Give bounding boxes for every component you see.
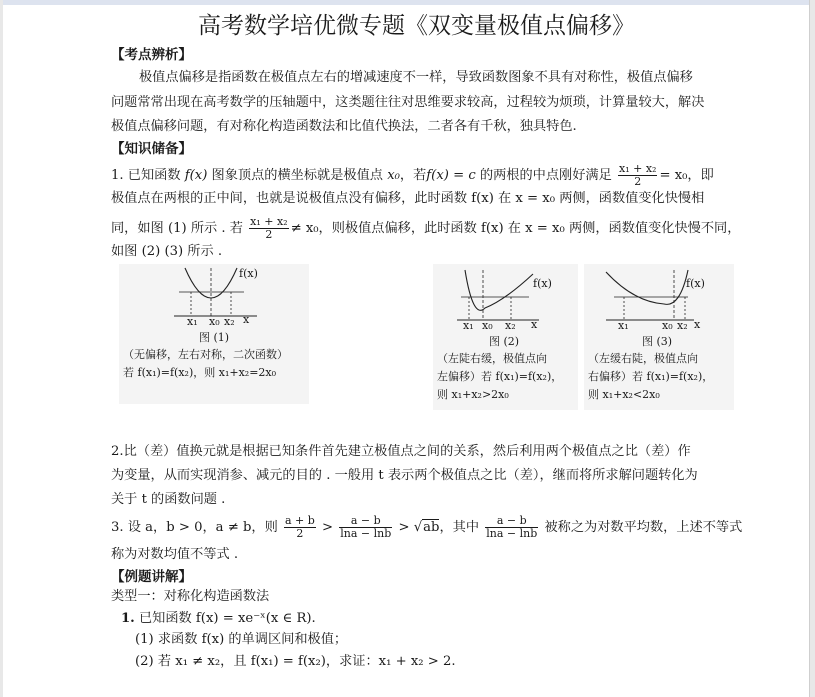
k3-f3-den: lna − lnb xyxy=(486,527,538,540)
knowledge-1-line-4: 如图 (2) (3) 所示 . xyxy=(111,244,223,259)
knowledge-3-line-2: 称为对数均值不等式 . xyxy=(111,547,239,562)
question-1-text: 已知函数 f(x) = xe⁻ˣ(x ∈ R). xyxy=(138,611,316,626)
knowledge-1-line-1 xyxy=(111,163,714,188)
k1-x0: x₀ xyxy=(387,168,400,183)
k1-text-c: 图象顶点的横坐标就是极值点 xyxy=(211,168,383,183)
k1-text-a: 1. 已知函数 xyxy=(111,168,181,183)
question-1-number: 1. xyxy=(121,611,135,626)
fig1-note-1: （无偏移，左右对称，二次函数） xyxy=(123,348,288,361)
fig1-tick-x1: x₁ xyxy=(187,315,198,328)
fig1-tick-x0: x₀ xyxy=(209,315,220,328)
fig3-tick-x: x xyxy=(694,318,701,331)
knowledge-3-line-1 xyxy=(111,515,742,540)
k3-frac-3 xyxy=(485,515,538,540)
figure-3 xyxy=(584,264,734,410)
k1-eq: f(x) = c xyxy=(426,168,476,183)
fig2-tick-x: x xyxy=(531,318,538,331)
figure-1 xyxy=(119,264,309,404)
knowledge-2-line-1: 2.比（差）值换元就是根据已知条件首先建立极值点之间的关系，然后利用两个极值点之比（差）作 xyxy=(111,444,691,459)
k3-text-a: 3. 设 a，b > 0，a ≠ b，则 xyxy=(111,520,278,535)
fig3-tick-x0: x₀ xyxy=(662,319,673,332)
k3-text-b: ，其中 xyxy=(439,520,480,535)
type-1-label: 类型一：对称化构造函数法 xyxy=(111,589,270,604)
k3-f3-num: a − b xyxy=(485,515,538,528)
knowledge-1-line-2: 极值点在两根的正中间，也就是说极值点没有偏移，此时函数 f(x) 在 x = x₀ 两侧，函数值变化快慢相 xyxy=(111,191,705,206)
fig1-fx-label: f(x) xyxy=(239,267,258,280)
fig3-tick-x2: x₂ xyxy=(677,319,688,332)
k1-text-e: ，若 xyxy=(399,168,427,183)
question-1-part-1: (1) 求函数 f(x) 的单调区间和极值； xyxy=(135,632,348,647)
question-1 xyxy=(121,610,316,628)
k3-frac-2 xyxy=(339,515,392,540)
analysis-heading: 【考点辨析】 xyxy=(111,47,192,63)
k1-text-h: = x₀，即 xyxy=(659,168,714,183)
fig2-tick-x1: x₁ xyxy=(463,319,474,332)
knowledge-2-line-3: 关于 t 的函数问题 . xyxy=(111,492,226,507)
k3-sqrt: √ab xyxy=(413,520,440,535)
analysis-line-3: 极值点偏移问题，有对称化构造函数法和比值代换法，二者各有千秋，独具特色. xyxy=(111,119,577,134)
fig2-fx-label: f(x) xyxy=(533,277,552,290)
knowledge-heading: 【知识储备】 xyxy=(111,141,192,157)
k3-gt-1: > xyxy=(322,520,334,535)
k1-l3-text-b: ≠ x₀，则极值点偏移，此时函数 f(x) 在 x = x₀ 两侧，函数值变化快慢不同， xyxy=(290,221,741,236)
fig2-caption: 图 (2) xyxy=(489,335,520,348)
fig3-fx-label: f(x) xyxy=(686,277,705,290)
examples-heading: 【例题讲解】 xyxy=(111,569,192,585)
knowledge-2-line-2: 为变量，从而实现消参、减元的目的 . 一般用 t 表示两个极值点之比（差），继而将所求解问题转化为 xyxy=(111,468,698,483)
analysis-line-2: 问题常常出现在高考数学的压轴题中，这类题往往对思维要求较高，过程较为烦琐，计算量较大，解决 xyxy=(111,95,705,110)
fig2-note-1: （左陡右缓，极值点向 xyxy=(437,352,547,365)
k3-f2-num: a − b xyxy=(339,515,392,528)
fig3-note-2: 右偏移）若 f(x₁)=f(x₂)， xyxy=(588,370,714,383)
k1-fraction xyxy=(618,163,657,188)
figure-2 xyxy=(433,264,578,410)
fig3-caption: 图 (3) xyxy=(642,335,673,348)
k1-text-g: 的两根的中点刚好满足 xyxy=(479,168,612,183)
document-page xyxy=(3,0,810,697)
k1-l3-frac-den: 2 xyxy=(265,228,273,241)
fig2-note-2: 左偏移）若 f(x₁)=f(x₂)， xyxy=(437,370,563,383)
fig2-tick-x0: x₀ xyxy=(482,319,493,332)
k1-frac-den: 2 xyxy=(634,175,642,188)
fig1-caption: 图 (1) xyxy=(199,331,230,344)
k3-frac-1 xyxy=(284,515,316,540)
k3-gt-2: > xyxy=(398,520,410,535)
fig3-note-3: 则 x₁+x₂<2x₀ xyxy=(588,388,660,401)
k1-fx: f(x) xyxy=(184,168,208,183)
k3-sqrt-arg: ab xyxy=(423,520,440,535)
fig3-curve xyxy=(606,270,688,304)
knowledge-1-line-3 xyxy=(111,216,740,241)
figure-3-graph xyxy=(584,264,734,334)
k1-frac-num: x₁ + x₂ xyxy=(619,162,657,175)
fig1-tick-x2: x₂ xyxy=(224,315,235,328)
analysis-line-1: 极值点偏移是指函数在极值点左右的增减速度不一样，导致函数图象不具有对称性，极值点偏移 xyxy=(139,70,693,85)
k1-l3-text-a: 同，如图 (1) 所示 . 若 xyxy=(111,221,243,236)
page-top-bar xyxy=(3,0,809,5)
k1-l3-frac-num: x₁ + x₂ xyxy=(250,215,288,228)
fig2-note-3: 则 x₁+x₂>2x₀ xyxy=(437,388,509,401)
k3-f2-den: lna − lnb xyxy=(340,527,392,540)
fig1-note-2: 若 f(x₁)=f(x₂)，则 x₁+x₂=2x₀ xyxy=(123,366,277,379)
fig3-note-1: （左缓右陡，极值点向 xyxy=(588,352,698,365)
fig1-tick-x: x xyxy=(243,313,250,326)
k1-l3-fraction xyxy=(249,216,288,241)
k3-f1-den: 2 xyxy=(296,527,304,540)
question-1-part-2: (2) 若 x₁ ≠ x₂，且 f(x₁) = f(x₂)，求证：x₁ + x₂ > 2. xyxy=(135,654,456,669)
k3-f1-num: a + b xyxy=(284,514,315,527)
page-title: 高考数学培优微专题《双变量极值点偏移》 xyxy=(198,13,635,39)
fig2-tick-x2: x₂ xyxy=(505,319,516,332)
k3-text-c: 被称之为对数平均数，上述不等式 xyxy=(544,520,743,535)
fig3-tick-x1: x₁ xyxy=(618,319,629,332)
fig2-curve xyxy=(465,270,533,310)
